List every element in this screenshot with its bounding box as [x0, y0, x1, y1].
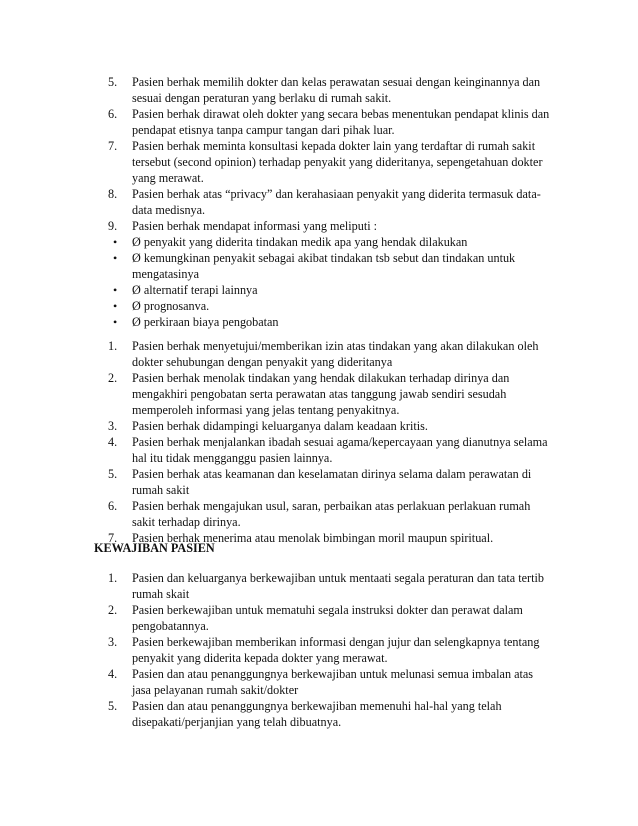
- patient-rights-list: [0, 338, 638, 546]
- list-item-text: Pasien berhak meminta konsultasi kepada dokter lain yang terdaftar di rumah sakit tersebut (second opinion) terhadap penyakit yang dideritanya, sepengetahuan dokter yang merawat.: [132, 139, 543, 185]
- list-item-text: Pasien berhak mengajukan usul, saran, perbaikan atas perlakuan perlakuan rumah sakit terhadap dirinya.: [132, 499, 531, 529]
- bullet-item-text: Ø alternatif terapi lainnya: [132, 283, 258, 297]
- patient-rights-list-continued: [0, 74, 638, 234]
- list-number: 2.: [108, 371, 118, 385]
- bullet-item-text: Ø perkiraan biaya pengobatan: [132, 315, 279, 329]
- list-item-text: Pasien berhak menerima atau menolak bimbingan moril maupun spiritual.: [132, 531, 494, 545]
- list-item: [0, 186, 638, 218]
- list-item: [0, 74, 638, 106]
- list-number: 3.: [108, 635, 118, 649]
- list-number: 1.: [108, 339, 118, 353]
- list-item-text: Pasien berhak atas “privacy” dan kerahasiaan penyakit yang diderita termasuk data-data medisnya.: [132, 187, 541, 217]
- list-number: 8.: [108, 187, 118, 201]
- list-item-text: Pasien berhak memilih dokter dan kelas perawatan sesuai dengan keinginannya dan sesuai dengan peraturan yang berlaku di rumah sakit.: [132, 75, 541, 105]
- list-item-text: Pasien berhak atas keamanan dan keselamatan dirinya selama dalam perawatan di rumah sakit: [132, 467, 532, 497]
- list-number: 1.: [108, 571, 118, 585]
- list-item: [0, 106, 638, 138]
- list-item: [0, 466, 638, 498]
- bullet-item-text: Ø prognosanva.: [132, 299, 210, 313]
- list-item: [0, 570, 638, 602]
- bullet-icon: •: [113, 251, 118, 265]
- list-number: 2.: [108, 603, 118, 617]
- list-item: [0, 602, 638, 634]
- list-item: [0, 634, 638, 666]
- list-item: [0, 218, 638, 234]
- list-item-text: Pasien dan atau penanggungnya berkewajiban memenuhi hal-hal yang telah disepakati/perjanjian yang telah dibuatnya.: [132, 699, 502, 729]
- section-heading: KEWAJIBAN PASIEN: [94, 541, 215, 555]
- list-number: 5.: [108, 467, 118, 481]
- patient-obligations-list: [0, 570, 638, 730]
- list-number: 5.: [108, 699, 118, 713]
- list-number: 7.: [108, 139, 118, 153]
- list-item: [0, 434, 638, 466]
- list-number: 7.: [108, 531, 118, 545]
- bullet-item: [0, 250, 638, 282]
- list-item-text: Pasien berhak menjalankan ibadah sesuai agama/kepercayaan yang dianutnya selama hal itu tidak mengganggu pasien lainnya.: [132, 435, 548, 465]
- list-item-text: Pasien berhak dirawat oleh dokter yang secara bebas menentukan pendapat klinis dan pendapat etisnya tanpa campur tangan dari pihak luar.: [132, 107, 550, 137]
- bullet-icon: •: [113, 283, 118, 297]
- bullet-item-text: Ø penyakit yang diderita tindakan medik apa yang hendak dilakukan: [132, 235, 468, 249]
- list-number: 4.: [108, 435, 118, 449]
- bullet-icon: •: [113, 299, 118, 313]
- bullet-item-text: Ø kemungkinan penyakit sebagai akibat tindakan tsb sebut dan tindakan untuk mengatasinya: [132, 251, 516, 281]
- list-item: [0, 338, 638, 370]
- list-number: 6.: [108, 499, 118, 513]
- list-item-text: Pasien berhak didampingi keluarganya dalam keadaan kritis.: [132, 419, 428, 433]
- information-bullet-list: [0, 234, 638, 330]
- bullet-icon: •: [113, 315, 118, 329]
- list-item: [0, 666, 638, 698]
- list-number: 6.: [108, 107, 118, 121]
- bullet-item: [0, 234, 638, 250]
- bullet-item: [0, 298, 638, 314]
- list-item-text: Pasien berhak mendapat informasi yang meliputi :: [132, 219, 378, 233]
- list-number: 3.: [108, 419, 118, 433]
- list-number: 4.: [108, 667, 118, 681]
- list-item: [0, 138, 638, 186]
- bullet-icon: •: [113, 235, 118, 249]
- list-number: 9.: [108, 219, 118, 233]
- list-item-text: Pasien berkewajiban untuk mematuhi segala instruksi dokter dan perawat dalam pengobatannya.: [132, 603, 523, 633]
- bullet-item: [0, 314, 638, 330]
- list-item-text: Pasien dan keluarganya berkewajiban untuk mentaati segala peraturan dan tata tertib rumah skait: [132, 571, 544, 601]
- list-item: [0, 698, 638, 730]
- list-item-text: Pasien berhak menyetujui/memberikan izin atas tindakan yang akan dilakukan oleh dokter sehubungan dengan penyakit yang dideritanya: [132, 339, 539, 369]
- list-item: [0, 370, 638, 418]
- bullet-item: [0, 282, 638, 298]
- list-item-text: Pasien berhak menolak tindakan yang hendak dilakukan terhadap dirinya dan mengakhiri pengobatan serta perawatan atas tanggung jawab sendiri sesudah memperoleh informasi yang jelas tentang penyakitnya.: [132, 371, 510, 417]
- list-item-text: Pasien dan atau penanggungnya berkewajiban untuk melunasi semua imbalan atas jasa pelayanan rumah sakit/dokter: [132, 667, 534, 697]
- list-item: [0, 418, 638, 434]
- list-number: 5.: [108, 75, 118, 89]
- list-item: [0, 498, 638, 530]
- list-item-text: Pasien berkewajiban memberikan informasi dengan jujur dan selengkapnya tentang penyakit yang diderita kepada dokter yang merawat.: [132, 635, 540, 665]
